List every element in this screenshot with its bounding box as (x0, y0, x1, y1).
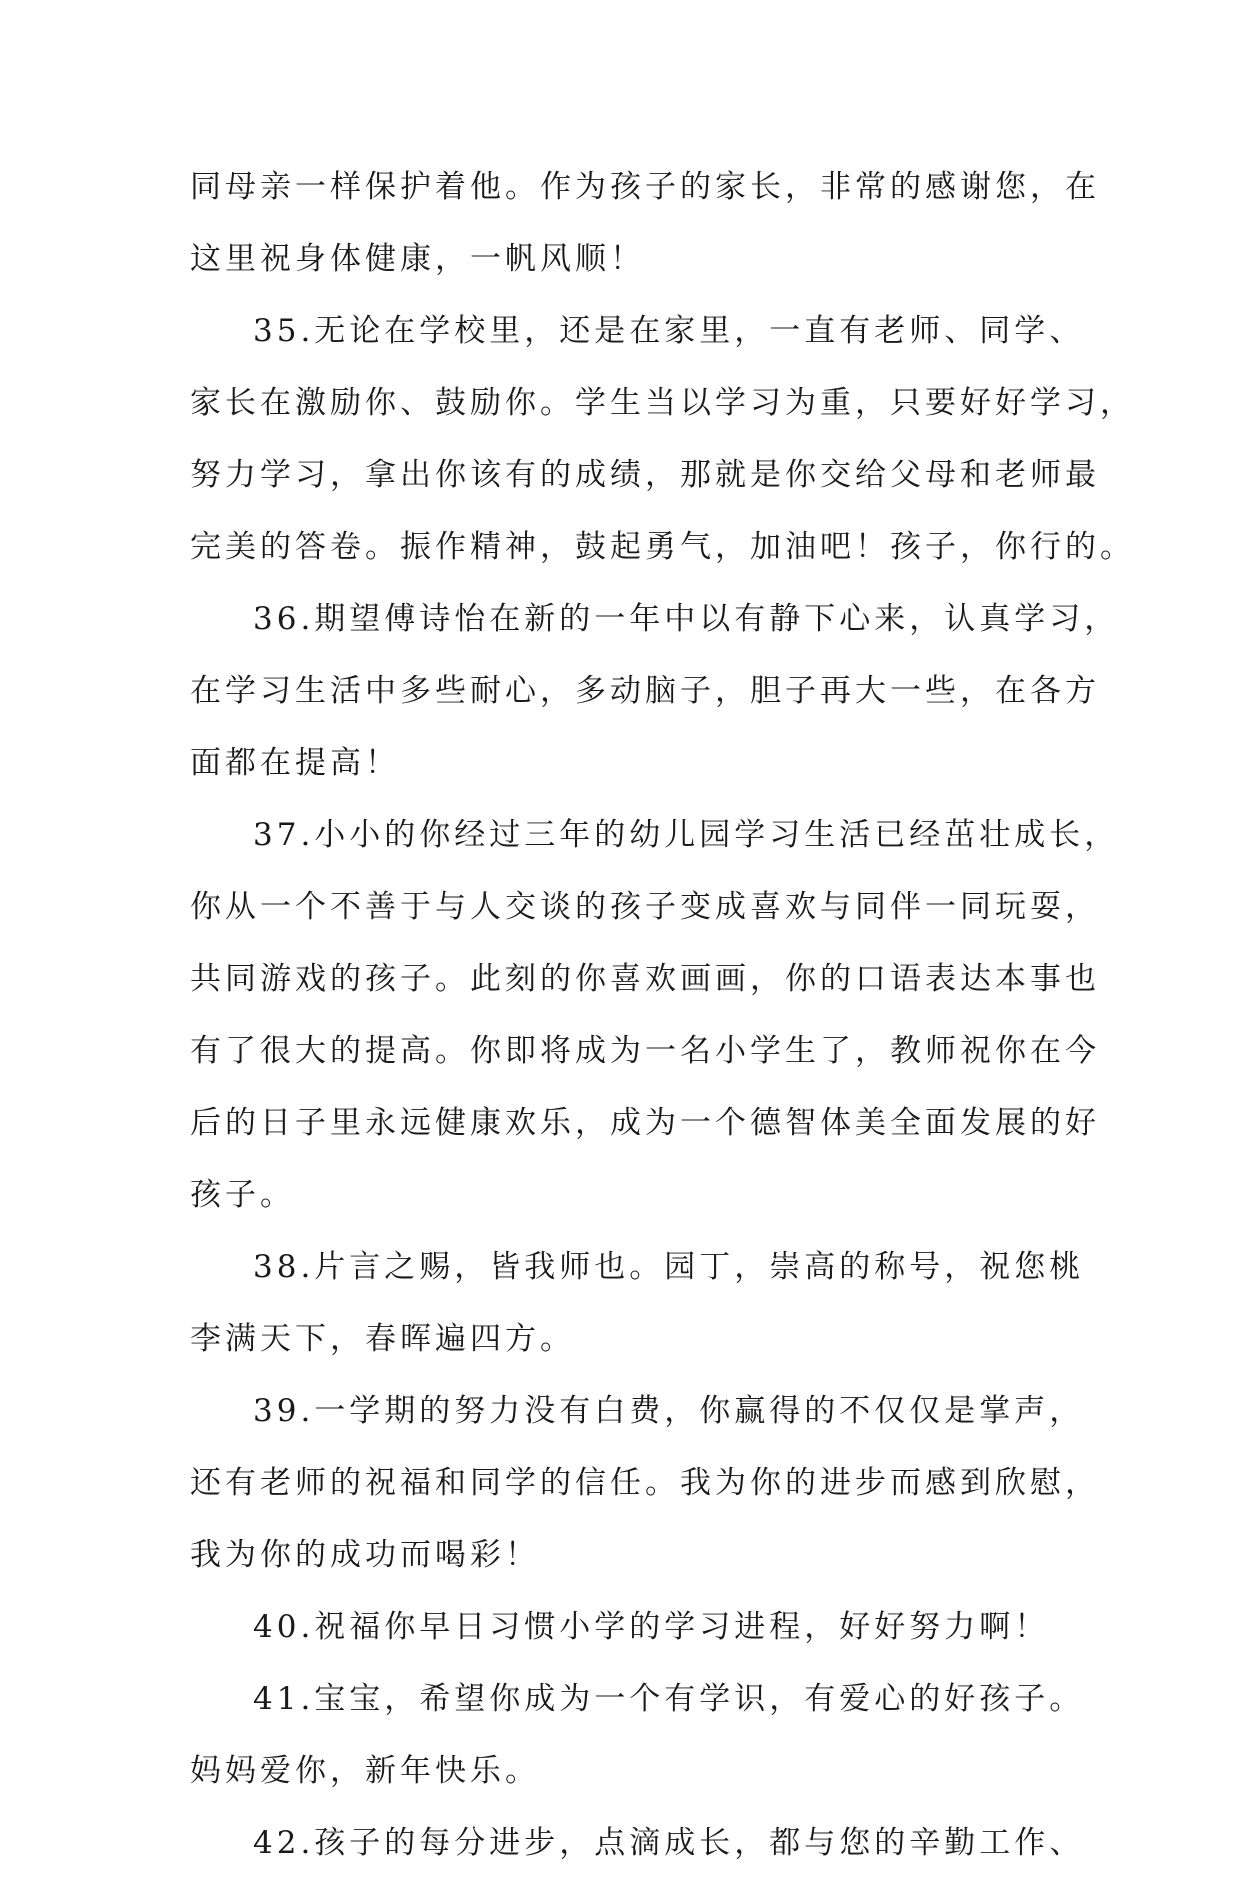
text-line: 面都在提高！ (190, 745, 400, 781)
text-line: 42.孩子的每分进步，点滴成长，都与您的辛勤工作、 (253, 1825, 1085, 1861)
text-line: 35.无论在学校里，还是在家里，一直有老师、同学、 (253, 313, 1085, 349)
text-line: 李满天下，春晖遍四方。 (190, 1321, 575, 1357)
text-line: 39.一学期的努力没有白费，你赢得的不仅仅是掌声， (253, 1393, 1085, 1429)
text-line: 家长在激励你、鼓励你。学生当以学习为重，只要好好学习， (190, 385, 1135, 421)
text-line: 共同游戏的孩子。此刻的你喜欢画画，你的口语表达本事也 (190, 961, 1100, 997)
text-line: 同母亲一样保护着他。作为孩子的家长，非常的感谢您，在 (190, 169, 1100, 205)
text-line: 有了很大的提高。你即将成为一名小学生了，教师祝你在今 (190, 1033, 1100, 1069)
text-line: 后的日子里永远健康欢乐，成为一个德智体美全面发展的好 (190, 1105, 1100, 1141)
text-line: 在学习生活中多些耐心，多动脑子，胆子再大一些，在各方 (190, 673, 1100, 709)
text-line: 完美的答卷。振作精神，鼓起勇气，加油吧！孩子，你行的。 (190, 529, 1135, 565)
text-line: 你从一个不善于与人交谈的孩子变成喜欢与同伴一同玩耍， (190, 889, 1100, 925)
document-body (190, 158, 1135, 1886)
text-line: 41.宝宝，希望你成为一个有学识，有爱心的好孩子。 (253, 1681, 1085, 1717)
text-line: 37.小小的你经过三年的幼儿园学习生活已经茁壮成长， (253, 817, 1120, 853)
text-line: 孩子。 (190, 1177, 295, 1213)
text-line: 36.期望傅诗怡在新的一年中以有静下心来，认真学习， (253, 601, 1120, 637)
text-line: 还有老师的祝福和同学的信任。我为你的进步而感到欣慰， (190, 1465, 1100, 1501)
text-line: 妈妈爱你，新年快乐。 (190, 1753, 540, 1789)
text-line: 40.祝福你早日习惯小学的学习进程，好好努力啊！ (253, 1609, 1050, 1645)
text-line: 我为你的成功而喝彩！ (190, 1537, 540, 1573)
text-line: 这里祝身体健康，一帆风顺！ (190, 241, 645, 277)
text-line: 38.片言之赐，皆我师也。园丁，崇高的称号，祝您桃 (253, 1249, 1085, 1285)
text-line: 努力学习，拿出你该有的成绩，那就是你交给父母和老师最 (190, 457, 1100, 493)
